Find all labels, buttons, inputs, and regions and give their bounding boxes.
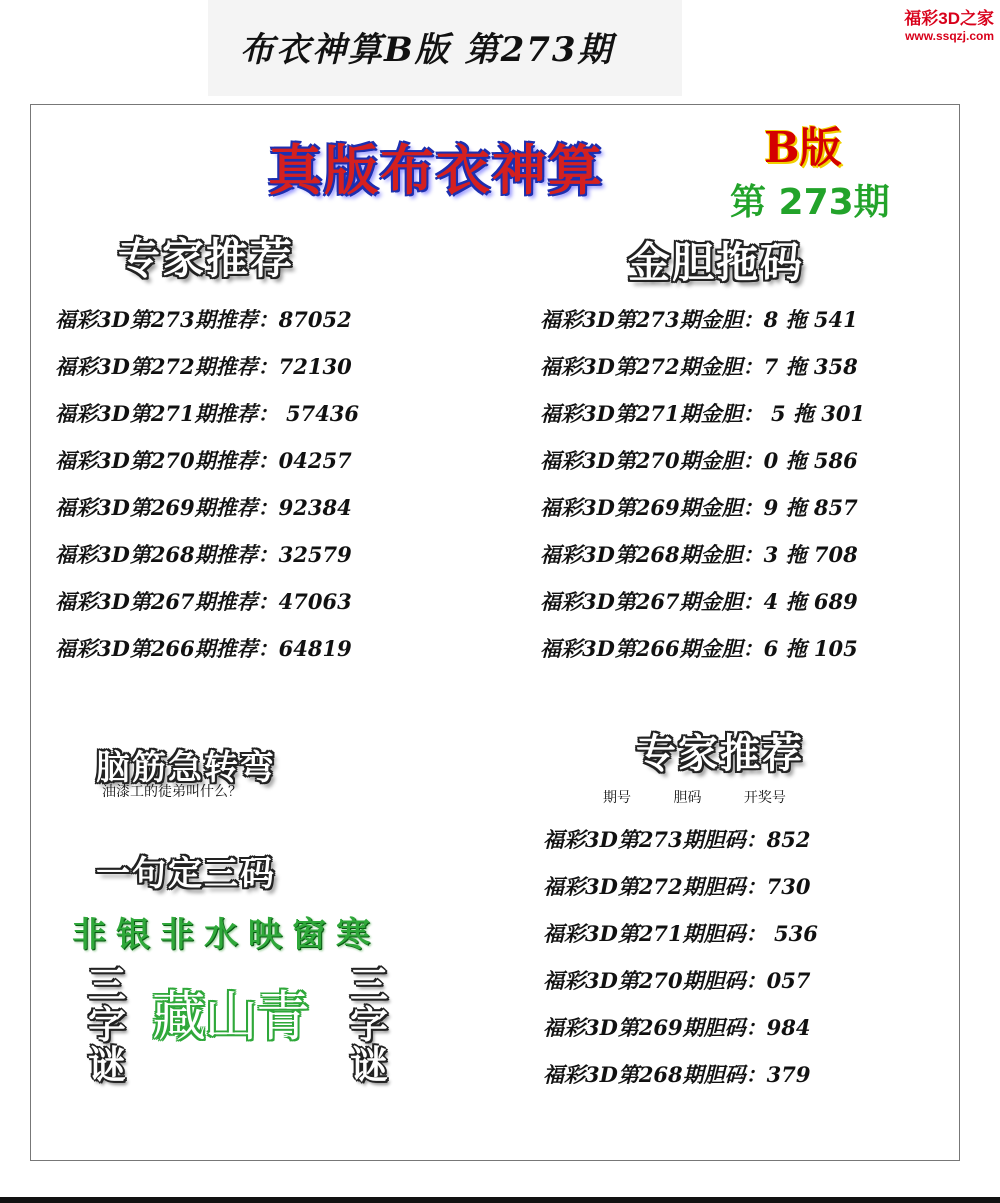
list-item: 福彩3D第267期金胆：4 拖 689: [540, 589, 858, 614]
expert-list: [55, 296, 359, 672]
bottom-divider: [0, 1197, 1000, 1203]
version-label: B版: [764, 123, 842, 172]
expert2-heading: 专家推荐: [636, 731, 804, 777]
issue-label: 第 273期: [730, 182, 890, 223]
list-item: 福彩3D第269期胆码：984: [543, 1015, 811, 1040]
site-logo[interactable]: [904, 4, 994, 43]
list-item: 福彩3D第266期金胆：6 拖 105: [540, 636, 858, 661]
main-title: 真版布衣神算: [268, 138, 604, 202]
site-name[interactable]: 福彩3D之家: [904, 9, 994, 28]
list-item: 福彩3D第266期推荐：64819: [55, 636, 352, 661]
column-headers: [603, 787, 824, 807]
list-item: 福彩3D第270期胆码：057: [543, 968, 811, 993]
vertical-label-left: 三 字 谜: [87, 963, 126, 1087]
list-item: 福彩3D第268期推荐：32579: [55, 542, 352, 567]
column-header: 胆码: [673, 790, 702, 806]
list-item: 福彩3D第272期金胆：7 拖 358: [540, 354, 858, 379]
list-item: 福彩3D第273期推荐：87052: [55, 307, 352, 332]
hidden-word: 藏山青: [152, 985, 308, 1048]
golden-dan-list: [540, 296, 865, 672]
phrase-text: 非银非水映窗寒: [72, 915, 380, 955]
list-item: 福彩3D第269期金胆：9 拖 857: [540, 495, 858, 520]
riddle-question: 油漆工的徒弟叫什么？: [102, 784, 242, 800]
list-item: 福彩3D第272期胆码：730: [543, 874, 811, 899]
list-item: 福彩3D第270期推荐：04257: [55, 448, 352, 473]
list-item: 福彩3D第267期推荐：47063: [55, 589, 352, 614]
list-item: 福彩3D第272期推荐：72130: [55, 354, 352, 379]
list-item: 福彩3D第273期金胆：8 拖 541: [540, 307, 858, 332]
expert2-list: [543, 816, 818, 1098]
golden-dan-heading: 金胆拖码: [628, 238, 805, 287]
list-item: 福彩3D第270期金胆：0 拖 586: [540, 448, 858, 473]
list-item: 福彩3D第269期推荐：92384: [55, 495, 352, 520]
column-header: 开奖号: [743, 790, 786, 806]
list-item: 福彩3D第271期推荐： 57436: [55, 401, 360, 426]
site-url[interactable]: www.ssqzj.com: [905, 29, 994, 43]
list-item: 福彩3D第271期胆码： 536: [543, 921, 818, 946]
page-title: 布衣神算B版 第273期: [240, 30, 614, 70]
list-item: 福彩3D第268期金胆：3 拖 708: [540, 542, 858, 567]
phrase-heading: 一句定三码: [96, 854, 276, 894]
expert-heading: 专家推荐: [118, 234, 295, 283]
list-item: 福彩3D第271期金胆： 5 拖 301: [540, 401, 866, 426]
list-item: 福彩3D第273期胆码：852: [543, 827, 811, 852]
riddle-heading: 脑筋急转弯: [96, 748, 276, 788]
column-header: 期号: [603, 790, 631, 806]
list-item: 福彩3D第268期胆码：379: [543, 1062, 811, 1087]
vertical-label-right: 三 字 谜: [349, 963, 388, 1087]
